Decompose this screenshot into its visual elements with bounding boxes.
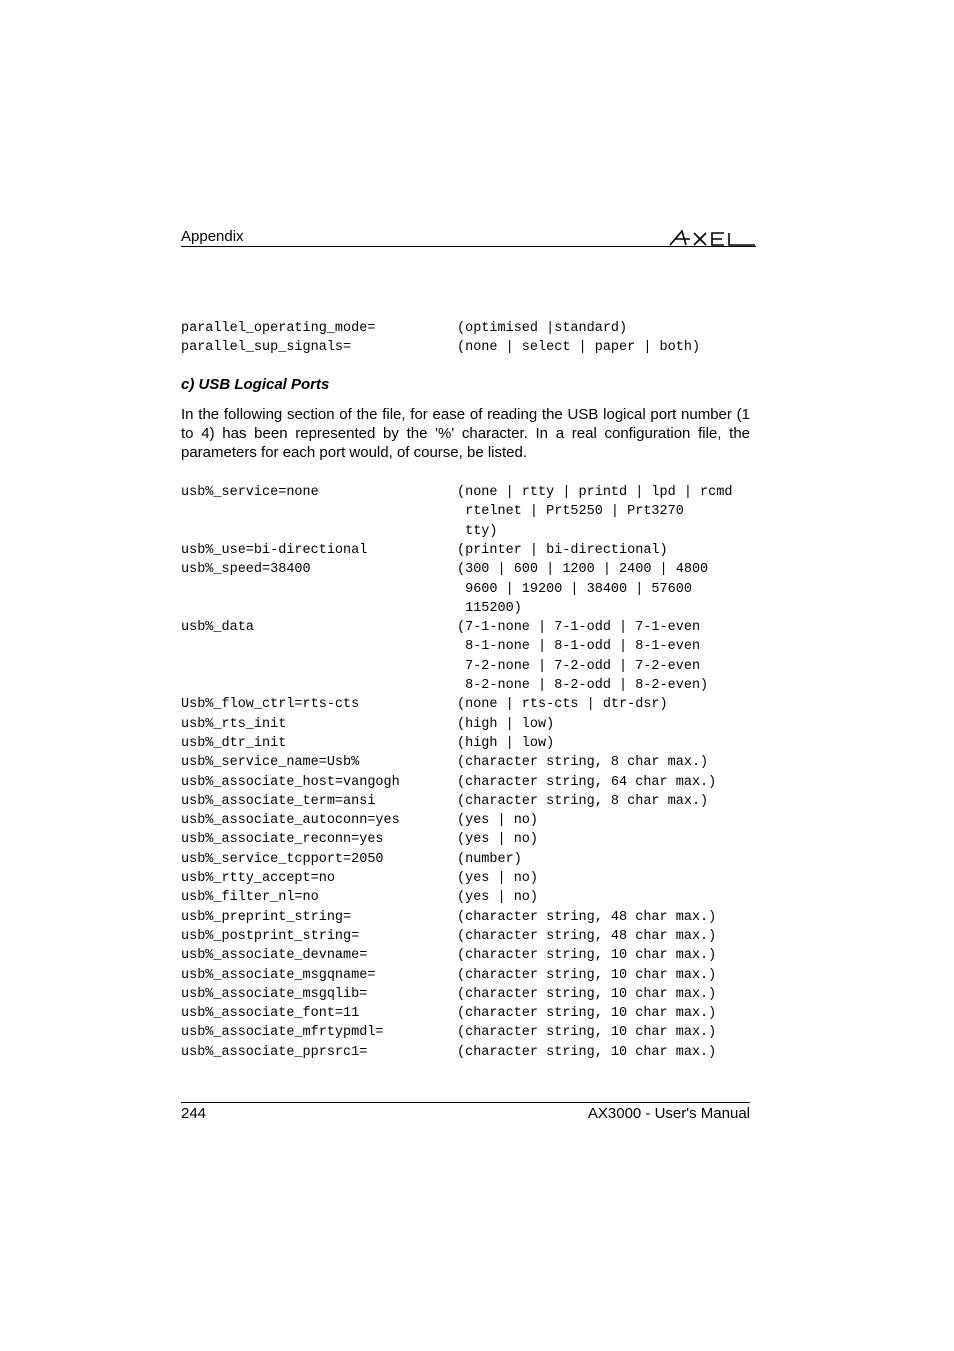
config-value: (character string, 48 char max.) — [457, 909, 717, 925]
header-section-label: Appendix — [181, 228, 244, 245]
config-key: usb%_associate_mfrtypmdl= — [181, 1025, 384, 1041]
config-key: usb%_data — [181, 620, 254, 636]
config-value: 8-1-none | 8-1-odd | 8-1-even — [457, 639, 701, 655]
config-value: (printer | bi-directional) — [457, 542, 668, 558]
manual-title: AX3000 - User's Manual — [587, 1105, 750, 1122]
config-value: 8-2-none | 8-2-odd | 8-2-even) — [457, 678, 709, 693]
config-key: parallel_operating_mode= — [181, 321, 376, 336]
config-key: usb%_dtr_init — [181, 735, 287, 751]
config-key: usb%_postprint_string= — [181, 928, 360, 944]
config-key: usb%_service_name=Usb% — [181, 755, 360, 771]
config-key: usb%_filter_nl=no — [181, 890, 319, 906]
config-value: (character string, 10 char max.) — [457, 1025, 717, 1041]
intro-paragraph: In the following section of the file, for ease of reading the USB logical port number (1 to 4) has been represented by the '%' character. In a real configuration file, the parameters for each port would, of course, be listed. — [181, 406, 750, 461]
config-value: tty) — [457, 523, 498, 539]
config-value: (high | low) — [457, 716, 555, 732]
config-key: usb%_associate_autoconn=yes — [181, 813, 400, 829]
config-value: (yes | no) — [457, 890, 539, 906]
config-key: usb%_speed=38400 — [181, 562, 311, 578]
config-value: (yes | no) — [457, 871, 539, 886]
config-value: (character string, 64 char max.) — [457, 774, 717, 790]
config-key: usb%_service=none — [181, 485, 319, 500]
config-key: usb%_associate_pprsrc1= — [181, 1044, 368, 1060]
config-key: usb%_associate_msgqname= — [181, 967, 376, 983]
config-value: (optimised |standard) — [457, 321, 628, 336]
config-key: usb%_rtty_accept=no — [181, 871, 335, 886]
config-value: 7-2-none | 7-2-odd | 7-2-even — [457, 658, 701, 674]
config-value: (character string, 10 char max.) — [457, 1044, 717, 1060]
config-value: (high | low) — [457, 735, 555, 751]
config-value: (none | rts-cts | dtr-dsr) — [457, 697, 668, 713]
config-value: (character string, 10 char max.) — [457, 1006, 717, 1022]
config-value: 9600 | 19200 | 38400 | 57600 — [457, 581, 692, 597]
config-value: (none | select | paper | both) — [457, 340, 701, 356]
config-key: usb%_associate_host=vangogh — [181, 774, 400, 790]
config-key: usb%_use=bi-directional — [181, 542, 368, 558]
config-key: usb%_associate_msgqlib= — [181, 986, 368, 1002]
config-key: usb%_associate_term=ansi — [181, 793, 376, 809]
config-value: (character string, 10 char max.) — [457, 967, 717, 983]
config-key: usb%_preprint_string= — [181, 909, 352, 925]
config-key: usb%_associate_reconn=yes — [181, 832, 384, 848]
config-value: (character string, 8 char max.) — [457, 755, 709, 771]
config-value: 115200) — [457, 600, 522, 616]
config-value: (character string, 48 char max.) — [457, 928, 717, 944]
config-value: rtelnet | Prt5250 | Prt3270 — [457, 504, 684, 520]
axel-logo — [668, 225, 756, 246]
config-value: (character string, 10 char max.) — [457, 986, 717, 1002]
config-key: parallel_sup_signals= — [181, 340, 352, 356]
config-value: (character string, 8 char max.) — [457, 793, 709, 809]
config-key: usb%_associate_font=11 — [181, 1006, 360, 1022]
config-key: usb%_associate_devname= — [181, 948, 368, 964]
config-value: (yes | no) — [457, 813, 539, 829]
config-value: (character string, 10 char max.) — [457, 948, 717, 964]
config-value: (7-1-none | 7-1-odd | 7-1-even — [457, 620, 701, 636]
config-value: (none | rtty | printd | lpd | rcmd — [457, 485, 733, 500]
section-heading: c) USB Logical Ports — [181, 376, 330, 393]
page-header — [181, 225, 756, 247]
config-value: (number) — [457, 851, 522, 867]
config-key: usb%_service_tcpport=2050 — [181, 851, 384, 867]
config-value: (300 | 600 | 1200 | 2400 | 4800 — [457, 562, 709, 578]
config-key: usb%_rts_init — [181, 716, 287, 732]
config-value: (yes | no) — [457, 832, 539, 848]
config-key: Usb%_flow_ctrl=rts-cts — [181, 697, 360, 713]
page-number: 244 — [181, 1105, 207, 1122]
page-footer — [181, 1102, 750, 1125]
